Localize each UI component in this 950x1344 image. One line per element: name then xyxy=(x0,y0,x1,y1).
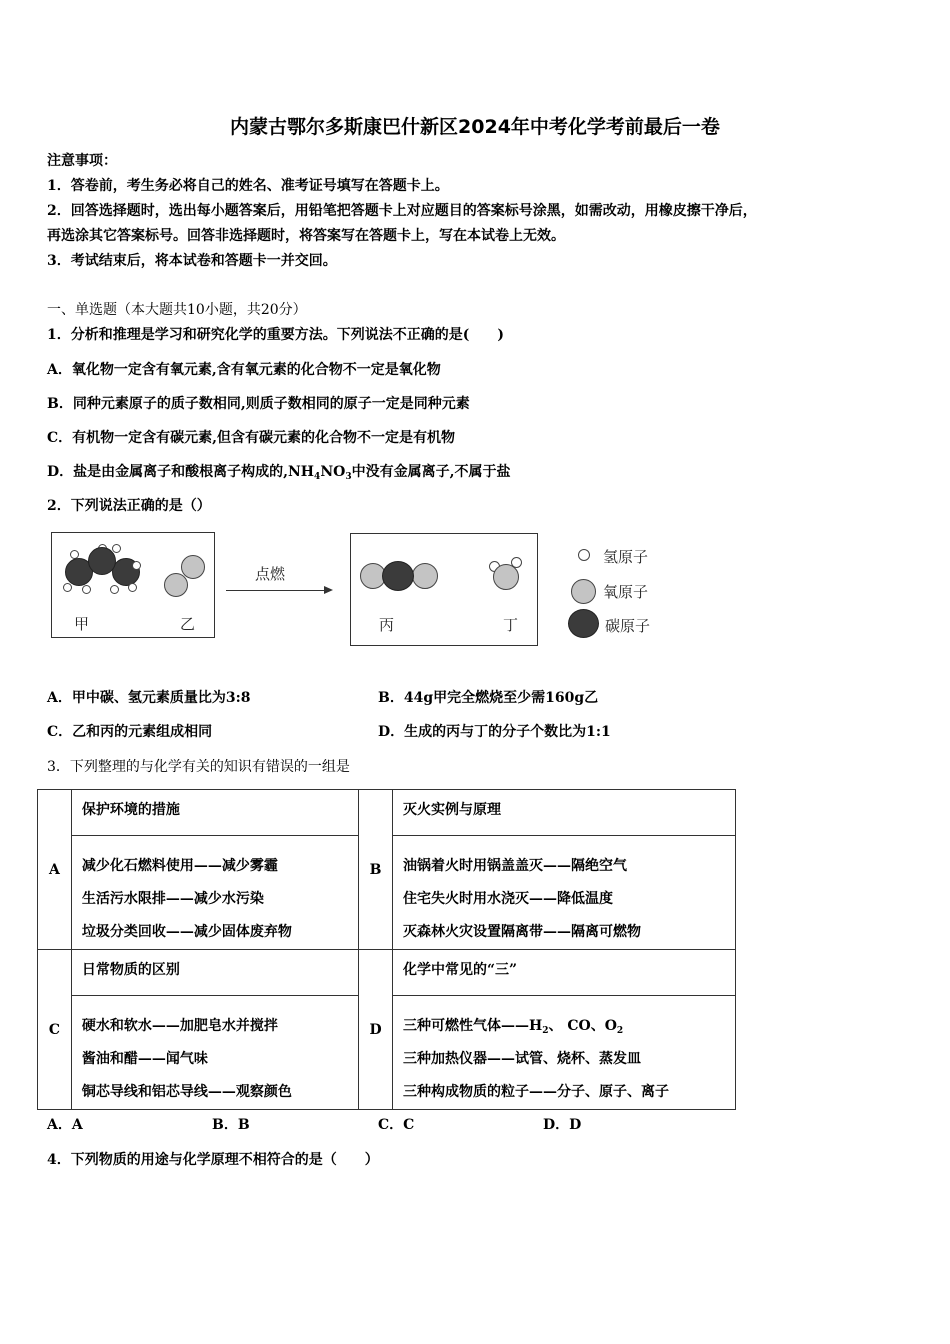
option-c[interactable]: C．乙和丙的元素组成相同 xyxy=(47,724,213,740)
option-b[interactable]: B．44g甲完全燃烧至少需160g乙 xyxy=(378,690,599,706)
question-stem: 1．分析和推理是学习和研究化学的重要方法。下列说法不正确的是( ) xyxy=(47,327,504,343)
reaction-arrow xyxy=(226,590,326,591)
hydrogen-legend-icon xyxy=(578,549,590,561)
hydrogen-atom xyxy=(112,544,121,553)
legend-oxygen: 氧原子 xyxy=(603,583,649,601)
option-d[interactable]: D．D xyxy=(543,1117,582,1133)
question-stem: 4．下列物质的用途与化学原理不相符合的是（ ） xyxy=(47,1152,379,1168)
legend-carbon: 碳原子 xyxy=(605,617,651,635)
option-d[interactable]: D．生成的丙与丁的分子个数比为1:1 xyxy=(378,724,611,740)
question-stem: 3．下列整理的与化学有关的知识有错误的一组是 xyxy=(47,759,350,775)
hydrogen-atom xyxy=(63,583,72,592)
cell-content: 油锅着火时用锅盖盖灭——隔绝空气 住宅失火时用水浇灭——降低温度 灭森林火灾设置隔离带——隔离可燃物 xyxy=(392,836,735,950)
carbon-atom xyxy=(382,561,414,591)
oxygen-atom xyxy=(412,563,438,589)
cell-heading: 日常物质的区别 xyxy=(71,950,358,996)
row-letter: B xyxy=(359,790,393,950)
notice-heading: 注意事项： xyxy=(47,153,117,169)
cell-heading: 化学中常见的“三” xyxy=(392,950,735,996)
label-bing: 丙 xyxy=(379,616,395,634)
carbon-legend-icon xyxy=(568,609,599,638)
option-b[interactable]: B．同种元素原子的质子数相同,则质子数相同的原子一定是同种元素 xyxy=(47,396,470,412)
option-a[interactable]: A．甲中碳、氢元素质量比为3:8 xyxy=(47,690,251,706)
cell-heading: 保护环境的措施 xyxy=(71,790,358,836)
option-d[interactable]: D．盐是由金属离子和酸根离子构成的$,NH_4NO_3$中没有金属离子,不属于盐 xyxy=(47,464,511,482)
knowledge-table xyxy=(37,789,736,1110)
label-ding: 丁 xyxy=(503,616,519,634)
hydrogen-atom xyxy=(110,585,119,594)
hydrogen-atom xyxy=(82,585,91,594)
label-jia: 甲 xyxy=(74,615,90,633)
option-a[interactable]: A．氧化物一定含有氧元素,含有氧元素的化合物不一定是氧化物 xyxy=(47,362,441,378)
oxygen-atom xyxy=(164,573,188,597)
cell-content: 三种可燃性气体$——H_2$、 CO、$O_2$ 三种加热仪器——试管、烧杯、蒸发皿 三种构成物质的粒子——分子、原子、离子 xyxy=(392,996,735,1110)
legend-hydrogen: 氢原子 xyxy=(603,548,649,566)
oxygen-atom xyxy=(493,564,519,590)
question-stem: 2．下列说法正确的是（） xyxy=(47,498,211,514)
product-box xyxy=(350,533,538,646)
notice-item: 再选涂其它答案标号。回答非选择题时，将答案写在答题卡上，写在本试卷上无效。 xyxy=(47,228,565,244)
oxygen-legend-icon xyxy=(571,579,596,604)
row-letter: A xyxy=(38,790,72,950)
row-letter: D xyxy=(359,950,393,1110)
option-c[interactable]: C．有机物一定含有碳元素,但含有碳元素的化合物不一定是有机物 xyxy=(47,430,456,446)
hydrogen-atom xyxy=(132,561,141,570)
page-title: 内蒙古鄂尔多斯康巴什新区2024年中考化学考前最后一卷 xyxy=(230,116,720,138)
option-b[interactable]: B．B xyxy=(212,1117,250,1133)
hydrogen-atom xyxy=(128,583,137,592)
reactant-box xyxy=(51,532,215,638)
notice-item: 1．答卷前，考生务必将自己的姓名、准考证号填写在答题卡上。 xyxy=(47,178,449,194)
option-c[interactable]: C．C xyxy=(378,1117,415,1133)
cell-heading: 灭火实例与原理 xyxy=(392,790,735,836)
row-letter: C xyxy=(38,950,72,1110)
notice-item: 2．回答选择题时，选出每小题答案后，用铅笔把答题卡上对应题目的答案标号涂黑，如需改动，用橡皮擦干净后， xyxy=(47,203,757,219)
cell-content: 硬水和软水——加肥皂水并搅拌 酱油和醋——闻气味 铜芯导线和铝芯导线——观察颜色 xyxy=(71,996,358,1110)
arrow-head-icon xyxy=(324,586,333,594)
carbon-atom xyxy=(88,547,116,575)
option-a[interactable]: A．A xyxy=(47,1117,83,1133)
cell-content: 减少化石燃料使用——减少雾霾 生活污水限排——减少水污染 垃圾分类回收——减少固体废弃物 xyxy=(71,836,358,950)
label-yi: 乙 xyxy=(180,615,196,633)
arrow-label: 点燃 xyxy=(255,565,286,583)
section-heading: 一、单选题（本大题共10小题，共20分） xyxy=(47,302,307,318)
notice-item: 3．考试结束后，将本试卷和答题卡一并交回。 xyxy=(47,253,337,269)
oxygen-atom xyxy=(181,555,205,579)
